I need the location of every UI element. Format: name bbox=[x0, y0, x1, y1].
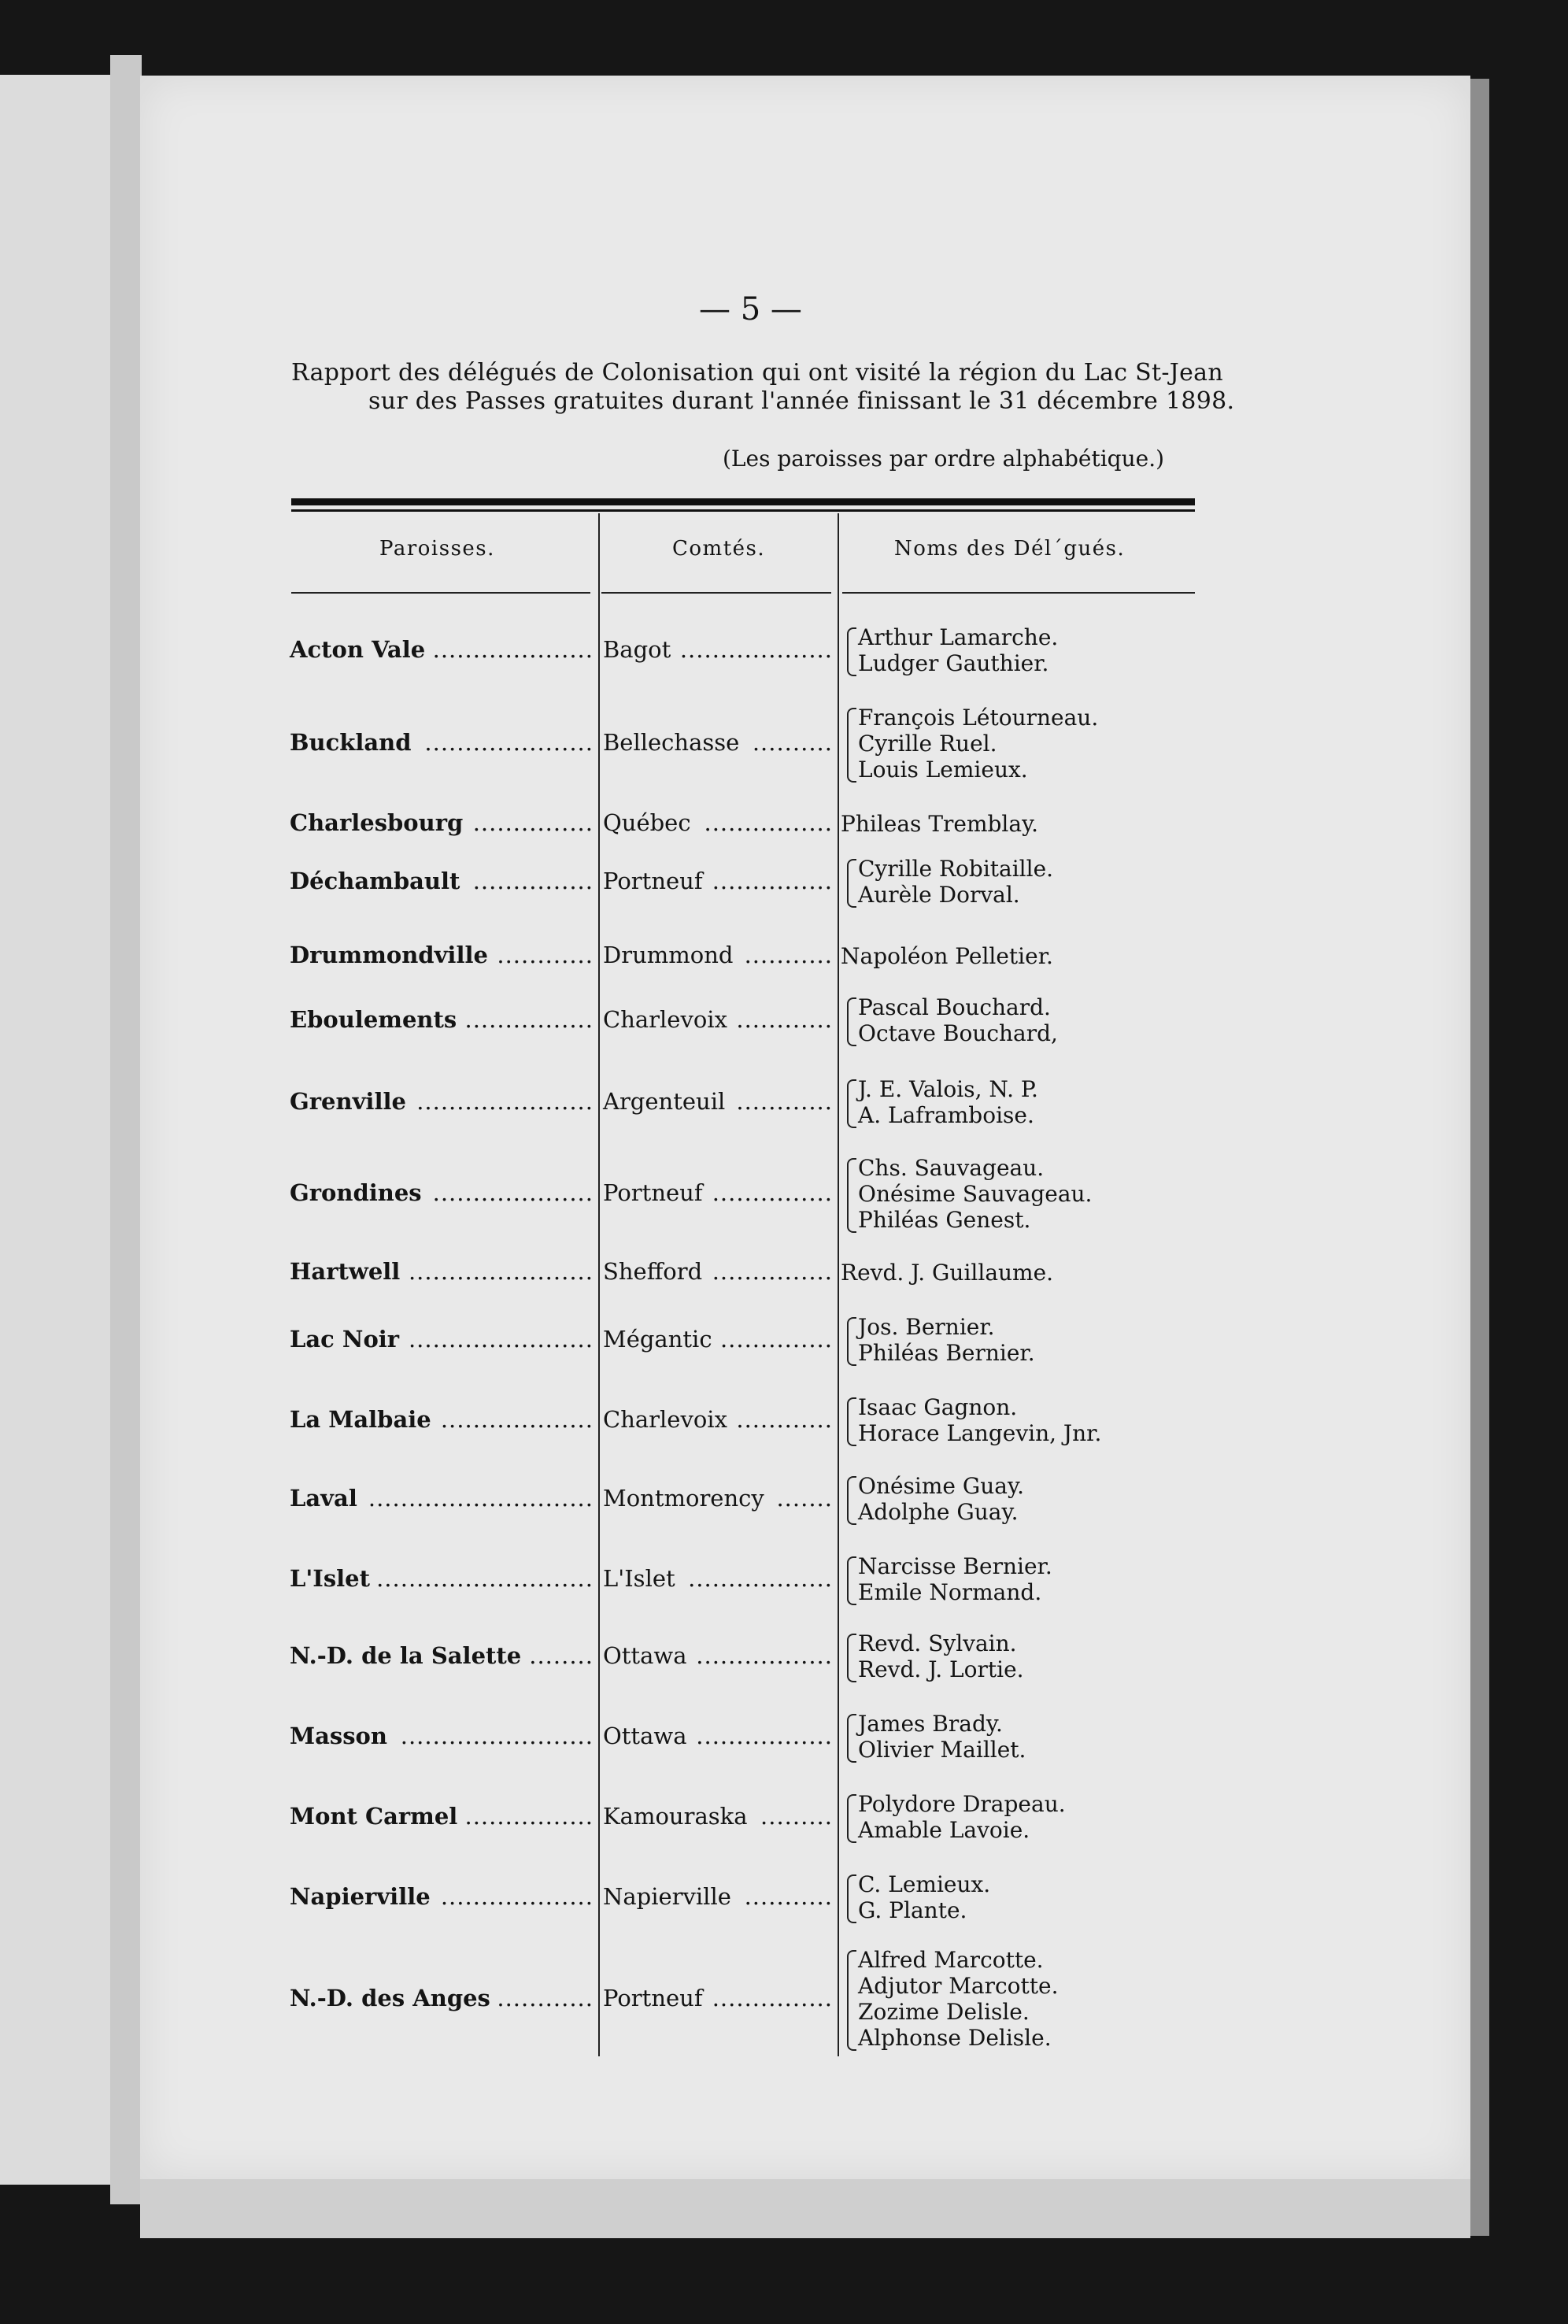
delegate-name: Aurèle Dorval. bbox=[858, 882, 1020, 908]
parish-name: Eboulements bbox=[290, 1006, 457, 1033]
brace-icon bbox=[847, 997, 856, 1046]
dot-leader: ............ bbox=[497, 942, 594, 968]
delegate-name: Napoléon Pelletier. bbox=[841, 942, 1053, 969]
header-rule-thick bbox=[291, 498, 1195, 505]
parish-name: Lac Noir bbox=[290, 1326, 400, 1353]
brace-icon bbox=[847, 1397, 856, 1446]
delegate-name: Cyrille Robitaille. bbox=[858, 856, 1054, 882]
dot-leader: ........................... bbox=[376, 1565, 594, 1592]
dot-leader: ............... bbox=[712, 1179, 833, 1206]
parish-name: Déchambault bbox=[290, 868, 460, 894]
column-rule-noms bbox=[842, 592, 1195, 594]
delegate-name: Revd. J. Guillaume. bbox=[841, 1259, 1054, 1286]
county-name: Drummond bbox=[603, 942, 734, 968]
brace-icon bbox=[847, 1794, 856, 1843]
county-name: Shefford bbox=[603, 1258, 703, 1285]
parish-name: Napierville bbox=[290, 1883, 431, 1910]
delegate-name: Revd. Sylvain. bbox=[858, 1630, 1017, 1656]
county-name: Charlevoix bbox=[603, 1006, 727, 1033]
dot-leader: ................ bbox=[464, 1803, 594, 1830]
delegate-name: Onésime Sauvageau. bbox=[858, 1180, 1093, 1207]
dot-leader: ............... bbox=[472, 809, 594, 836]
parish-name: Acton Vale bbox=[290, 636, 426, 663]
county-name: Portneuf bbox=[603, 868, 703, 894]
delegate-name: Polydore Drapeau. bbox=[858, 1791, 1066, 1817]
delegate-name: Philéas Bernier. bbox=[858, 1340, 1035, 1366]
delegate-name: Alfred Marcotte. bbox=[858, 1947, 1044, 1973]
delegate-name: Isaac Gagnon. bbox=[858, 1394, 1018, 1420]
header-rule-thin bbox=[291, 509, 1195, 512]
dot-leader: .................... bbox=[432, 1179, 594, 1206]
county-name: Ottawa bbox=[603, 1642, 687, 1669]
brace-icon bbox=[847, 708, 856, 783]
delegate-name: Amable Lavoie. bbox=[858, 1817, 1030, 1843]
report-title-line-1: Rapport des délégués de Colonisation qui ont visité la région du Lac St-Jean bbox=[291, 359, 1223, 387]
county-name: L'Islet bbox=[603, 1565, 675, 1592]
county-name: Napierville bbox=[603, 1883, 731, 1910]
delegate-name: James Brady. bbox=[858, 1711, 1003, 1737]
dot-leader: ............... bbox=[472, 868, 594, 894]
dot-leader: ............ bbox=[736, 1406, 833, 1433]
dot-leader: ............ bbox=[736, 1006, 833, 1033]
county-name: Argenteuil bbox=[603, 1088, 726, 1115]
column-header-noms: Noms des Dél´gués. bbox=[894, 537, 1126, 561]
delegate-name: Narcisse Bernier. bbox=[858, 1553, 1052, 1579]
parish-name: Buckland bbox=[290, 729, 412, 756]
report-title-line-2: sur des Passes gratuites durant l'année finissant le 31 décembre 1898. bbox=[368, 387, 1235, 415]
facing-page-edge bbox=[0, 75, 113, 2185]
dot-leader: ................... bbox=[440, 1883, 594, 1910]
county-name: Kamouraska bbox=[603, 1803, 748, 1830]
delegate-name: Emile Normand. bbox=[858, 1579, 1042, 1605]
dot-leader: ..................... bbox=[424, 729, 594, 756]
dot-leader: .................. bbox=[688, 1565, 833, 1592]
dot-leader: ................. bbox=[696, 1642, 833, 1669]
page-right-edge bbox=[1470, 79, 1489, 2236]
brace-icon bbox=[847, 1556, 856, 1605]
dot-leader: ............ bbox=[736, 1088, 833, 1115]
delegate-name: François Létourneau. bbox=[858, 704, 1099, 731]
delegate-name: Octave Bouchard, bbox=[858, 1020, 1058, 1046]
delegate-name: Chs. Sauvageau. bbox=[858, 1154, 1045, 1181]
delegate-name: Adolphe Guay. bbox=[858, 1499, 1019, 1525]
dot-leader: ........... bbox=[744, 942, 833, 968]
brace-icon bbox=[847, 1079, 856, 1128]
parish-name: Grenville bbox=[290, 1088, 406, 1115]
brace-icon bbox=[847, 627, 856, 676]
dot-leader: ................ bbox=[704, 809, 833, 836]
delegate-name: Olivier Maillet. bbox=[858, 1737, 1026, 1763]
column-rule-paroisses bbox=[291, 592, 590, 594]
brace-icon bbox=[847, 1874, 856, 1923]
dot-leader: ...................... bbox=[416, 1088, 594, 1115]
parish-name: Hartwell bbox=[290, 1258, 401, 1285]
dot-leader: .............. bbox=[719, 1326, 833, 1353]
book-gutter bbox=[110, 55, 142, 2204]
column-header-paroisses: Paroisses. bbox=[379, 537, 495, 561]
dot-leader: .......... bbox=[752, 729, 833, 756]
delegate-name: Louis Lemieux. bbox=[858, 756, 1028, 783]
dot-leader: ............... bbox=[712, 868, 833, 894]
dot-leader: ................ bbox=[464, 1006, 594, 1033]
parish-name: N.-D. des Anges bbox=[290, 1985, 490, 2011]
dot-leader: ............... bbox=[712, 1258, 833, 1285]
page-bottom-edge bbox=[140, 2179, 1470, 2238]
brace-icon bbox=[847, 1950, 856, 2051]
county-name: Portneuf bbox=[603, 1985, 703, 2011]
delegate-name: G. Plante. bbox=[858, 1897, 967, 1923]
dot-leader: ................... bbox=[679, 636, 833, 663]
parish-name: Masson bbox=[290, 1723, 387, 1749]
parish-name: Mont Carmel bbox=[290, 1803, 458, 1830]
delegate-name: A. Laframboise. bbox=[858, 1102, 1034, 1128]
delegate-name: Ludger Gauthier. bbox=[858, 650, 1049, 676]
brace-icon bbox=[847, 1714, 856, 1763]
delegate-name: Arthur Lamarche. bbox=[858, 624, 1059, 650]
parish-name: Drummondville bbox=[290, 942, 488, 968]
county-name: Bagot bbox=[603, 636, 671, 663]
delegate-name: Revd. J. Lortie. bbox=[858, 1656, 1024, 1682]
brace-icon bbox=[847, 1158, 856, 1233]
brace-icon bbox=[847, 859, 856, 908]
delegate-name: Alphonse Delisle. bbox=[858, 2025, 1052, 2051]
county-name: Ottawa bbox=[603, 1723, 687, 1749]
delegate-name: J. E. Valois, N. P. bbox=[858, 1076, 1038, 1102]
column-rule-comtes bbox=[601, 592, 831, 594]
column-divider-2 bbox=[838, 513, 839, 2056]
delegate-name: Adjutor Marcotte. bbox=[858, 1973, 1059, 1999]
dot-leader: ........... bbox=[744, 1883, 833, 1910]
county-name: Québec bbox=[603, 809, 691, 836]
brace-icon bbox=[847, 1317, 856, 1366]
delegate-name: Philéas Genest. bbox=[858, 1206, 1031, 1233]
column-divider-1 bbox=[598, 513, 600, 2056]
dot-leader: ................. bbox=[696, 1723, 833, 1749]
dot-leader: ....................... bbox=[408, 1258, 594, 1285]
page-number: — 5 — bbox=[699, 291, 802, 328]
column-header-comtes: Comtés. bbox=[672, 537, 766, 561]
delegate-name: Phileas Tremblay. bbox=[841, 810, 1039, 837]
dot-leader: .................... bbox=[432, 636, 594, 663]
dot-leader: ....... bbox=[776, 1485, 833, 1512]
dot-leader: ........................ bbox=[400, 1723, 594, 1749]
brace-icon bbox=[847, 1634, 856, 1682]
parish-name: Grondines bbox=[290, 1179, 422, 1206]
dot-leader: ............ bbox=[497, 1985, 594, 2011]
county-name: Montmorency bbox=[603, 1485, 764, 1512]
parish-name: N.-D. de la Salette bbox=[290, 1642, 522, 1669]
parish-name: Charlesbourg bbox=[290, 809, 464, 836]
delegate-name: Onésime Guay. bbox=[858, 1473, 1024, 1499]
county-name: Mégantic bbox=[603, 1326, 712, 1353]
delegate-name: Zozime Delisle. bbox=[858, 1999, 1030, 2025]
parish-name: L'Islet bbox=[290, 1565, 371, 1592]
county-name: Charlevoix bbox=[603, 1406, 727, 1433]
dot-leader: ......... bbox=[760, 1803, 833, 1830]
dot-leader: ............................ bbox=[368, 1485, 594, 1512]
delegate-name: Cyrille Ruel. bbox=[858, 730, 997, 757]
ordering-note: (Les paroisses par ordre alphabétique.) bbox=[723, 446, 1165, 472]
county-name: Bellechasse bbox=[603, 729, 740, 756]
dot-leader: ........ bbox=[529, 1642, 594, 1669]
parish-name: Laval bbox=[290, 1485, 357, 1512]
delegate-name: Jos. Bernier. bbox=[858, 1314, 995, 1340]
dot-leader: ................... bbox=[440, 1406, 594, 1433]
parish-name: La Malbaie bbox=[290, 1406, 431, 1433]
dot-leader: ....................... bbox=[408, 1326, 594, 1353]
brace-icon bbox=[847, 1476, 856, 1525]
dot-leader: ............... bbox=[712, 1985, 833, 2011]
delegate-name: C. Lemieux. bbox=[858, 1871, 991, 1897]
county-name: Portneuf bbox=[603, 1179, 703, 1206]
delegate-name: Horace Langevin, Jnr. bbox=[858, 1420, 1102, 1446]
delegate-name: Pascal Bouchard. bbox=[858, 994, 1051, 1020]
